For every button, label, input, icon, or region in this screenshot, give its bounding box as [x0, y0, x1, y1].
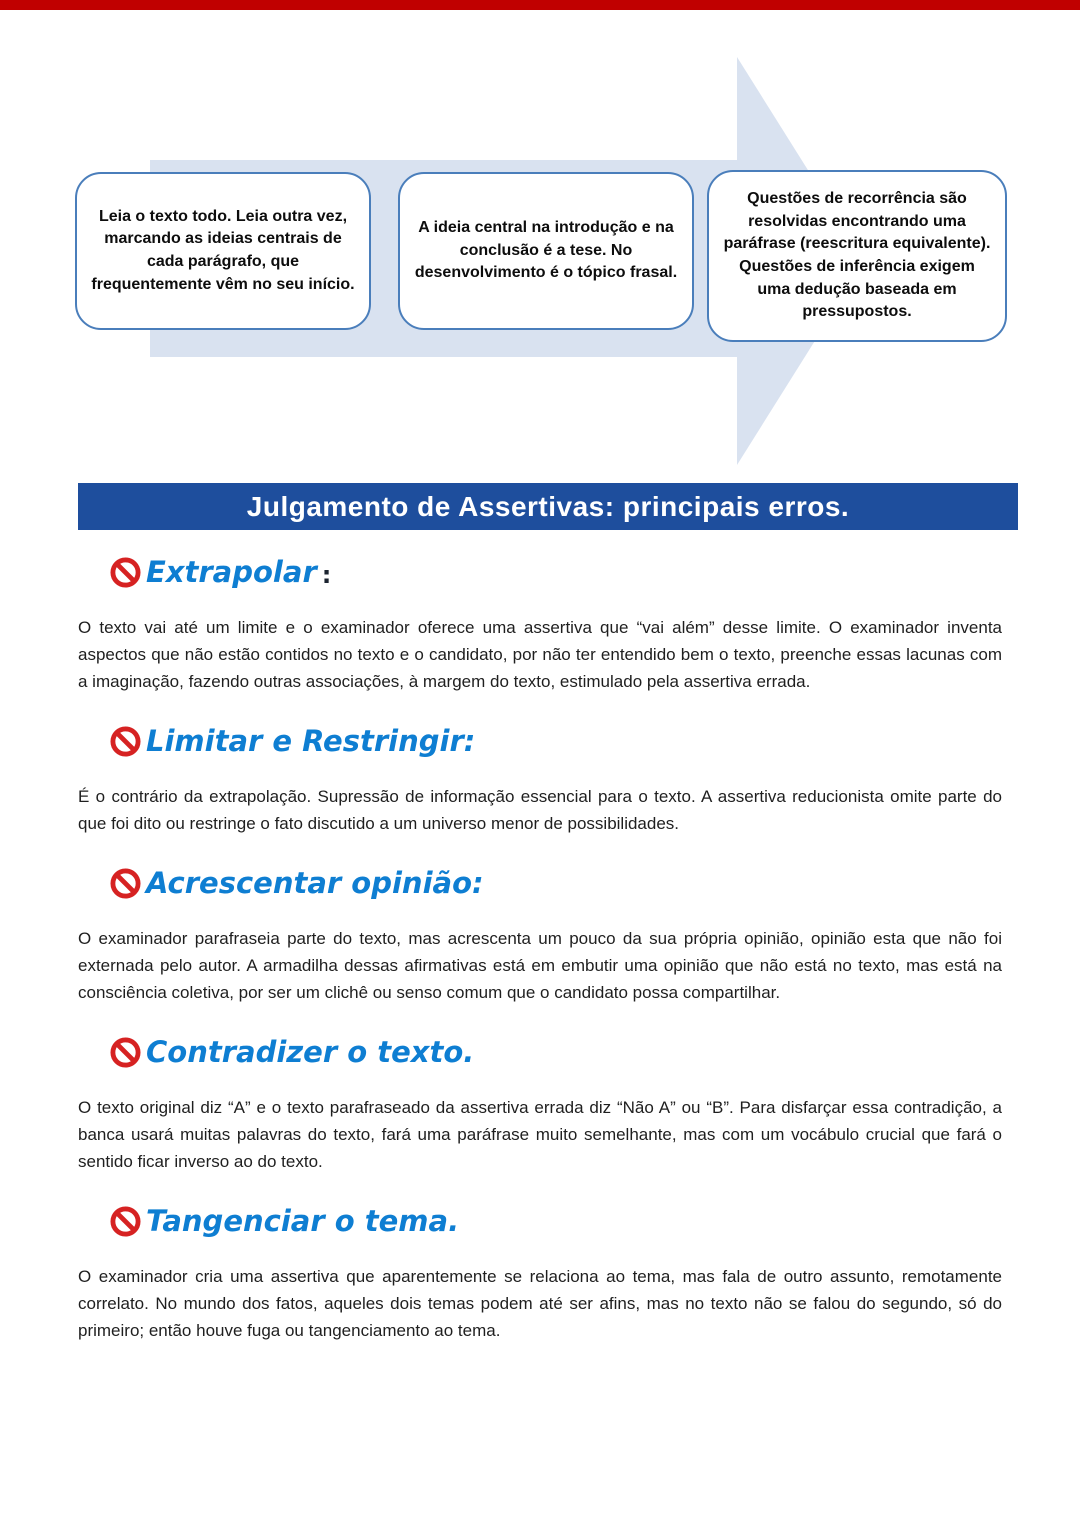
no-entry-icon — [110, 868, 141, 899]
no-entry-icon — [110, 726, 141, 757]
heading-label: Limitar e Restringir: — [146, 724, 476, 758]
section-body-extrapolar: O texto vai até um limite e o examinador oferece uma assertiva que “vai além” desse limite. O examinador inventa aspectos que não estão contidos no texto e o candidato, por não ter entendido bem o texto, preenche essas lacunas com a imaginação, fazendo outras associações, à margem do texto, estimulado pela assertiva errada. — [78, 618, 1002, 691]
banner-title: Julgamento de Assertivas: principais erros. — [246, 490, 850, 522]
heading-label: Extrapolar — [146, 555, 317, 589]
heading-label: Tangenciar o tema. — [146, 1204, 460, 1238]
heading-colon: : — [321, 561, 332, 589]
section-heading-extrapolar — [110, 552, 1002, 592]
section-body-tangenciar-tema: O examinador cria uma assertiva que aparentemente se relaciona ao tema, mas fala de outro assunto, remotamente correlato. No mundo dos fatos, aqueles dois temas podem até ser afins, mas no texto não se falou do segundo, só do primeiro; então houve fuga ou tangenciamento ao tema. — [78, 1267, 1002, 1340]
section-heading-limitar-restringir — [110, 721, 1002, 761]
section-title-banner — [78, 483, 1018, 530]
sections-content — [78, 552, 1002, 1344]
section-heading-contradizer-texto — [110, 1032, 1002, 1072]
section-body-contradizer-texto: O texto original diz “A” e o texto parafraseado da assertiva errada diz “Não A” ou “B”. Para disfarçar essa contradição, a banca usará muitas palavras do texto, fará uma paráfrase muito semelhante, mas com um vocábulo crucial que fará o sentido ficar inverso ao do texto. — [78, 1098, 1002, 1171]
no-entry-icon — [110, 1037, 141, 1068]
heading-label: Contradizer o texto. — [146, 1035, 475, 1069]
no-entry-icon — [110, 557, 141, 588]
diagram-box-read-text — [75, 172, 371, 330]
diagram-box-text: Leia o texto todo. Leia outra vez, marcando as ideias centrais de cada parágrafo, que frequentemente vêm no seu início. — [91, 207, 355, 293]
section-heading-tangenciar-tema — [110, 1201, 1002, 1241]
no-entry-icon — [110, 1206, 141, 1237]
diagram-box-central-idea — [398, 172, 694, 330]
heading-label: Acrescentar opinião: — [146, 866, 484, 900]
diagram-box-question-types — [707, 170, 1007, 342]
section-body-acrescentar-opiniao: O examinador parafraseia parte do texto, mas acrescenta um pouco da sua própria opinião, opinião esta que não foi externada pelo autor. A armadilha dessas afirmativas está em embutir uma opinião que não está no texto, mas está na consciência coletiva, por ser um clichê ou senso comum que o candidato possa compartilhar. — [78, 929, 1002, 1002]
diagram-box-text: Questões de recorrência são resolvidas encontrando uma paráfrase (reescritura equivalente). Questões de inferência exigem uma dedução baseada em pressupostos. — [723, 189, 991, 321]
diagram-box-text: A ideia central na introdução e na conclusão é a tese. No desenvolvimento é o tópico frasal. — [414, 218, 678, 282]
top-red-accent-bar — [0, 0, 1080, 10]
section-body-limitar-restringir: É o contrário da extrapolação. Supressão de informação essencial para o texto. A assertiva reducionista omite parte do que foi dito ou restringe o fato discutido a um universo menor de possibilidades. — [78, 787, 1002, 833]
section-heading-acrescentar-opiniao — [110, 863, 1002, 903]
reading-steps-arrow-diagram — [0, 10, 1080, 483]
